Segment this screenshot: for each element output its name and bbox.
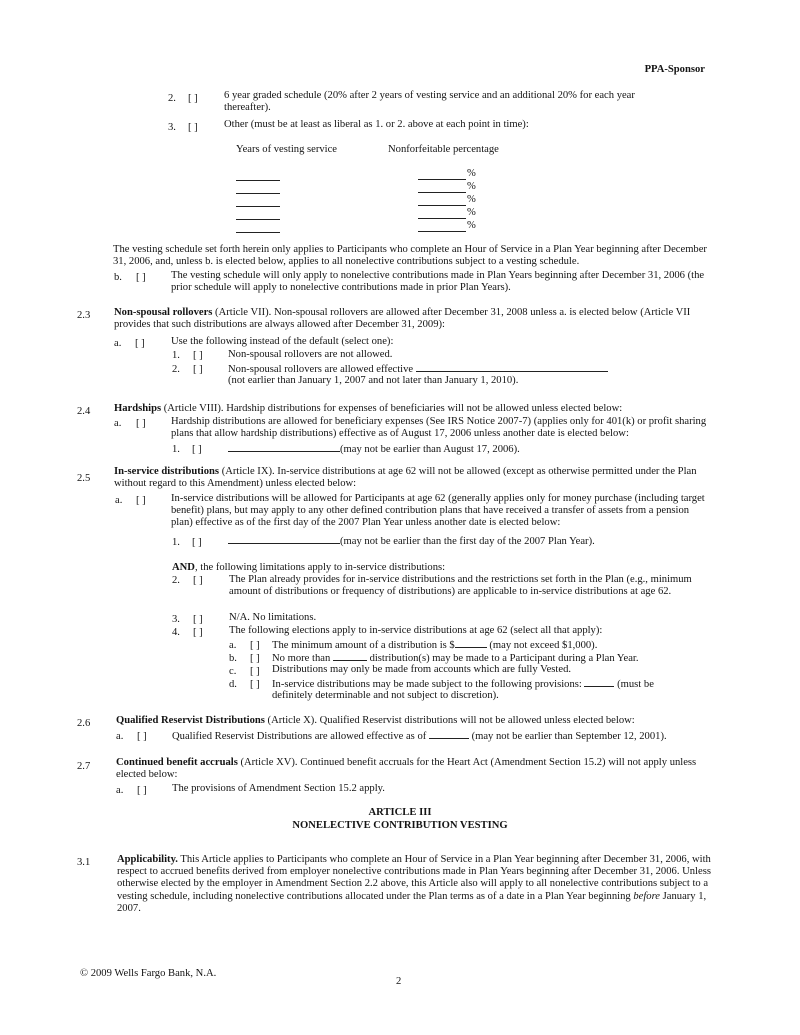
- checkbox[interactable]: [ ]: [135, 338, 145, 349]
- provisions-blank-line[interactable]: [584, 677, 614, 687]
- percent-sign: %: [467, 181, 476, 192]
- vesting-option-b-text: The vesting schedule will only apply to nonelective contributions made in Plan Years beginning after December 31, 2006 (the prior schedule will apply to nonelective contributions made in prior Plan Years).: [171, 270, 705, 294]
- percent-sign: %: [467, 220, 476, 231]
- page-number: 2: [396, 976, 402, 987]
- option-number: 2.: [168, 93, 176, 104]
- checkbox[interactable]: [ ]: [188, 93, 198, 104]
- option-text-continued: definitely determinable and not subject to discretion).: [272, 690, 499, 701]
- option-number: 3.: [168, 122, 176, 133]
- option-number: 1.: [172, 537, 180, 548]
- section-title: Non-spousal rollovers: [114, 307, 213, 318]
- option-text: Hardship distributions are allowed for beneficiary expenses (See IRS Notice 2007-7) (applies only for 401(k) or profit sharing plans that allow hardship distributions) effective as of August 17, 2006 unless another date is elected below:: [171, 416, 707, 440]
- option-text: In-service distributions may be made subject to the following provisions: (must be: [272, 679, 654, 690]
- checkbox[interactable]: [ ]: [250, 679, 260, 690]
- section-2-7-intro: Continued benefit accruals (Article XV). Continued benefit accruals for the Heart Act (Amendment Section 15.2) will not apply unless elected below:: [116, 757, 697, 781]
- option-text: Distributions may only be made from accounts which are fully Vested.: [272, 664, 572, 675]
- option-text: The following elections apply to in-service distributions at age 62 (select all that apply):: [229, 625, 603, 636]
- percentage-blank-line[interactable]: [418, 231, 466, 232]
- option-text: Non-spousal rollovers are allowed effective: [228, 362, 608, 376]
- years-blank-line[interactable]: [236, 232, 280, 233]
- article-title: ARTICLE III: [368, 807, 432, 818]
- count-blank-line[interactable]: [333, 651, 367, 661]
- section-number: 2.6: [77, 718, 91, 729]
- section-title: Continued benefit accruals: [116, 757, 238, 768]
- percentage-blank-line[interactable]: [418, 179, 466, 180]
- checkbox[interactable]: [ ]: [193, 627, 203, 638]
- checkbox[interactable]: [ ]: [250, 666, 260, 677]
- section-2-4-intro: Hardships (Article VIII). Hardship distributions for expenses of beneficiaries will not be allowed unless elected below:: [114, 403, 623, 414]
- date-blank-line[interactable]: [228, 534, 340, 544]
- vesting-option-3-text: Other (must be at least as liberal as 1. or 2. above at each point in time):: [224, 119, 529, 130]
- years-blank-line[interactable]: [236, 206, 280, 207]
- amount-blank-line[interactable]: [455, 638, 487, 648]
- option-letter: a.: [114, 418, 122, 429]
- option-number: 1.: [172, 444, 180, 455]
- years-blank-line[interactable]: [236, 180, 280, 181]
- option-letter: b.: [229, 653, 237, 664]
- checkbox[interactable]: [ ]: [137, 785, 147, 796]
- checkbox[interactable]: [ ]: [192, 444, 202, 455]
- option-number: 3.: [172, 614, 180, 625]
- option-text: Use the following instead of the default (select one):: [171, 336, 394, 347]
- option-text: In-service distributions will be allowed for Participants at age 62 (generally applies only for money purchase (including target benefit) plans, but may apply to any other defined contribution plans that have received a transfer of assets from a pension plan) effective as of the first day of the 2007 Plan Year unless another date is elected below:: [171, 493, 705, 529]
- percent-sign: %: [467, 207, 476, 218]
- option-text: Qualified Reservist Distributions are allowed effective as of (may not be earlier than September 12, 2001).: [172, 731, 667, 742]
- section-2-5-intro: In-service distributions (Article IX). In-service distributions at age 62 will not be allowed (except as otherwise permitted under the Plan without regard to this Amendment) unless elected below:: [114, 466, 697, 490]
- option-text: The provisions of Amendment Section 15.2 apply.: [172, 783, 385, 794]
- option-text: Non-spousal rollovers are not allowed.: [228, 349, 393, 360]
- option-letter: b.: [114, 272, 122, 283]
- article-subtitle: NONELECTIVE CONTRIBUTION VESTING: [292, 820, 508, 831]
- option-letter: a.: [114, 338, 122, 349]
- years-blank-line[interactable]: [236, 193, 280, 194]
- option-text: (may not be earlier than the first day of the 2007 Plan Year).: [228, 534, 595, 548]
- option-number: 4.: [172, 627, 180, 638]
- section-number: 3.1: [77, 857, 91, 868]
- option-text: The minimum amount of a distribution is $ (may not exceed $1,000).: [272, 640, 598, 651]
- option-note: (not earlier than January 1, 2007 and not later than January 1, 2010).: [228, 375, 519, 386]
- checkbox[interactable]: [ ]: [250, 640, 260, 651]
- percent-sign: %: [467, 168, 476, 179]
- date-blank-line[interactable]: [429, 729, 469, 739]
- option-number: 1.: [172, 350, 180, 361]
- option-letter: d.: [229, 679, 237, 690]
- checkbox[interactable]: [ ]: [193, 614, 203, 625]
- vesting-applies-paragraph: The vesting schedule set forth herein only applies to Participants who complete an Hour of Service in a Plan Year beginning after December 31, 2006, and, unless b. is elected below, applies to all nonelective contributions subject to a vesting schedule.: [113, 244, 707, 268]
- date-blank-line[interactable]: [228, 442, 340, 452]
- checkbox[interactable]: [ ]: [137, 731, 147, 742]
- years-blank-line[interactable]: [236, 219, 280, 220]
- option-text: (may not be earlier than August 17, 2006).: [228, 442, 520, 456]
- checkbox[interactable]: [ ]: [193, 575, 203, 586]
- option-text: No more than distribution(s) may be made to a Participant during a Plan Year.: [272, 653, 639, 664]
- checkbox[interactable]: [ ]: [250, 653, 260, 664]
- option-number: 2.: [172, 364, 180, 375]
- option-text: N/A. No limitations.: [229, 612, 317, 623]
- section-3-1-paragraph: Applicability. This Article applies to Participants who complete an Hour of Service in a Plan Year beginning after December 31, 2006, with respect to accrued benefits derived from employer nonelective contributions made in Plan Years beginning after December 31, 2006. Unless otherwise elected by the employer in Amendment Section 2.2 above, this Article also will apply to all nonelective contributions subject to a vesting schedule, including nonelective contributions allocated under the Plan terms as of a date in a Plan Year beginning before January 1, 2007.: [117, 854, 711, 914]
- option-letter: a.: [116, 785, 124, 796]
- checkbox[interactable]: [ ]: [193, 350, 203, 361]
- checkbox[interactable]: [ ]: [136, 272, 146, 283]
- section-2-3-intro: Non-spousal rollovers (Article VII). Non-spousal rollovers are allowed after December 31, 2008 unless a. is elected below (Article VII provides that such distributions are always allowed after December 31, 2009):: [114, 307, 691, 331]
- checkbox[interactable]: [ ]: [193, 364, 203, 375]
- section-number: 2.3: [77, 310, 91, 321]
- percentage-blank-line[interactable]: [418, 205, 466, 206]
- checkbox[interactable]: [ ]: [136, 495, 146, 506]
- section-title: Hardships: [114, 403, 162, 414]
- table-header-years: Years of vesting service: [236, 144, 338, 155]
- option-text: The Plan already provides for in-service distributions and the restrictions set forth in the Plan (e.g., minimum amount of distributions or frequency of distributions) are applicable to in-service distributions at age 62.: [229, 574, 692, 598]
- section-title: Qualified Reservist Distributions: [116, 715, 265, 726]
- checkbox[interactable]: [ ]: [188, 122, 198, 133]
- option-number: 2.: [172, 575, 180, 586]
- percent-sign: %: [467, 194, 476, 205]
- and-intro: AND, the following limitations apply to in-service distributions:: [172, 562, 446, 573]
- section-number: 2.7: [77, 761, 91, 772]
- section-number: 2.4: [77, 406, 91, 417]
- vesting-option-2-text: 6 year graded schedule (20% after 2 years of vesting service and an additional 20% for each year thereafter).: [224, 90, 635, 114]
- section-number: 2.5: [77, 473, 91, 484]
- page-header-label: PPA-Sponsor: [644, 64, 705, 75]
- option-letter: a.: [116, 731, 124, 742]
- option-letter: a.: [115, 495, 123, 506]
- checkbox[interactable]: [ ]: [136, 418, 146, 429]
- percentage-blank-line[interactable]: [418, 192, 466, 193]
- section-title: In-service distributions: [114, 466, 220, 477]
- checkbox[interactable]: [ ]: [192, 537, 202, 548]
- option-letter: a.: [229, 640, 237, 651]
- table-header-percentage: Nonforfeitable percentage: [388, 144, 499, 155]
- footer-copyright: © 2009 Wells Fargo Bank, N.A.: [80, 968, 217, 979]
- percentage-blank-line[interactable]: [418, 218, 466, 219]
- section-title: Applicability.: [117, 854, 178, 865]
- option-letter: c.: [229, 666, 237, 677]
- date-blank-line[interactable]: [416, 362, 608, 372]
- section-2-6-intro: Qualified Reservist Distributions (Article X). Qualified Reservist distributions will not be allowed unless elected below:: [116, 715, 635, 726]
